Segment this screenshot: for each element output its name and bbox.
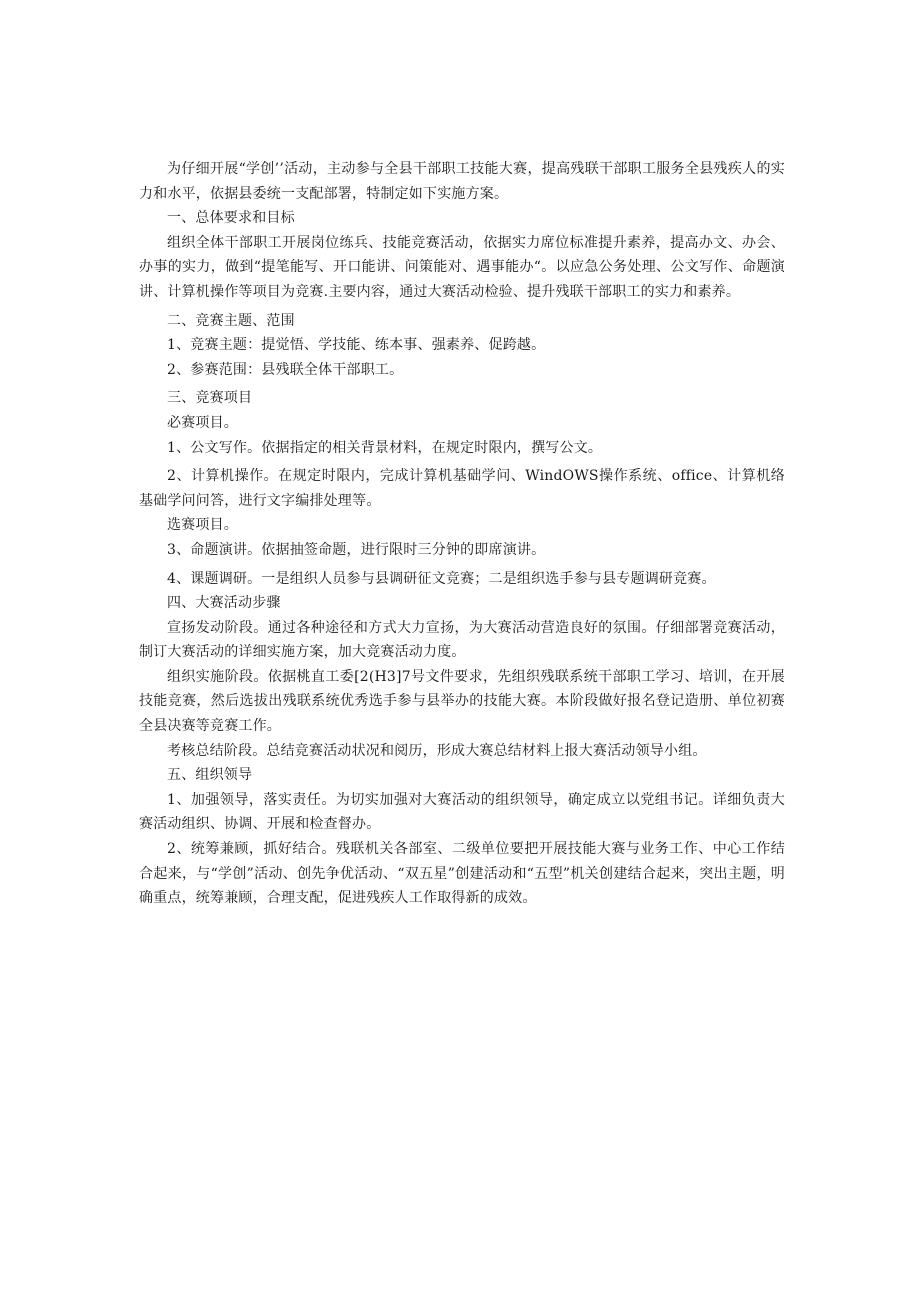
leadership-item-1: 1、加强领导，落实责任。为切实加强对大赛活动的组织领导，确定成立以党组书记。详细负责大赛活动组织、协调、开展和检查督办。 [139, 791, 785, 833]
competition-scope: 2、参赛范围：县残联全体干部职工。 [167, 361, 404, 378]
leadership-item-2: 2、统筹兼顾，抓好结合。残联机关各部室、二级单位要把开展技能大赛与业务工作、中心工作结合起来，与“学创”活动、创先争优活动、“双五星”创建活动和“五型”机关创建结合起来，突出主题，明确重点，统筹兼顾，合理支配，促进残疾人工作取得新的成效。 [139, 841, 785, 907]
stage-implementation: 组织实施阶段。依据桃直工委[2(H3]7号文件要求，先组织残联系统干部职工学习、培训，在开展技能竞赛，然后选拔出残联系统优秀选手参与县举办的技能大赛。本阶段做好报名登记造册、单位初赛全县决赛等竞赛工作。 [139, 668, 785, 735]
section-heading-4: 四、大赛活动步骤 [167, 595, 281, 612]
item-speech: 3、命题演讲。依据抽签命题，进行限时三分钟的即席演讲。 [167, 541, 546, 558]
section-1-paragraph: 组织全体干部职工开展岗位练兵、技能竞赛活动，依据实力席位标准提升素养，提高办文、办会、办事的实力，做到“提笔能写、开口能讲、问策能对、遇事能办“。以应急公务处理、公文写作、命题演讲、计算机操作等项目为竞赛.主要内容，通过大赛活动检验、提升残联干部职工的实力和素养。 [139, 234, 785, 300]
optional-items-label: 选赛项目。 [167, 517, 238, 534]
competition-theme: 1、竞赛主题：提觉悟、学技能、练本事、强素养、促跨越。 [167, 337, 546, 354]
required-items-label: 必赛项目。 [167, 414, 238, 431]
item-research: 4、课题调研。一是组织人员参与县调研征文竞赛；二是组织选手参与县专题调研竞赛。 [167, 570, 716, 587]
intro-paragraph: 为仔细开展“学创’’活动，主动参与全县干部职工技能大赛，提高残联干部职工服务全县残疾人的实力和水平，依据县委统一支配部署，特制定如下实施方案。 [139, 161, 785, 202]
section-heading-3: 三、竞赛项目 [167, 390, 253, 407]
section-heading-1: 一、总体要求和目标 [167, 210, 295, 227]
document-body [139, 157, 785, 911]
stage-summary: 考核总结阶段。总结竞赛活动状况和阅历，形成大赛总结材料上报大赛活动领导小组。 [167, 742, 707, 759]
stage-promotion: 宣扬发动阶段。通过各种途径和方式大力宣扬，为大赛活动营造良好的氛围。仔细部署竞赛活动，制订大赛活动的详细实施方案，加大竞赛活动力度。 [139, 619, 785, 661]
section-heading-5: 五、组织领导 [167, 767, 253, 784]
item-document-writing: 1、公文写作。依据指定的相关背景材料，在规定时限内，撰写公文。 [167, 439, 603, 456]
item-computer-operation: 2、计算机操作。在规定时限内，完成计算机基础学问、WindOWS操作系统、office、计算机络基础学问问答，进行文字编排处理等。 [139, 468, 785, 509]
section-heading-2: 二、竞赛主题、范围 [167, 312, 295, 329]
